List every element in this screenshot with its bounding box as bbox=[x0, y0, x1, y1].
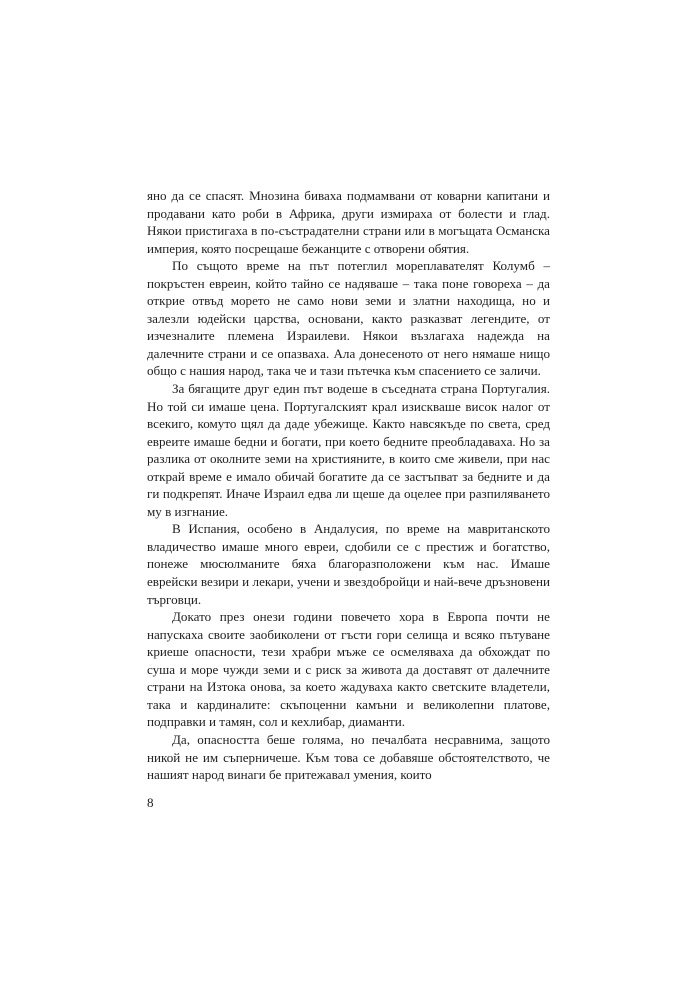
paragraph-4: В Испания, особено в Андалусия, по време на мавританското владичество имаше много евреи, сдобили се с престиж и богатство, понеже мюсюлманите бяха благоразположени към нас. Имаше еврейски везири и лекари, учени и звездобройци и най-вече дръзновени търговци. bbox=[147, 521, 550, 607]
paragraph-6: Да, опасността беше голяма, но печалбата несравнима, защото никой не им съперничеше. Към това се добавяше обстоятелството, че нашият народ винаги бе притежавал умения, които bbox=[147, 731, 550, 783]
paragraph-1: яно да се спасят. Мнозина биваха подмамвани от коварни капитани и продавани като роби в Африка, други измираха от болести и глад. Някои пристигаха в по-състрадателни страни или в могъщата Османска империя, която посрещаше бежанците с отворени обятия. bbox=[147, 188, 550, 256]
paragraph-3: За бягащите друг един път водеше в съседната страна Португалия. Но той си имаше цена. Португалският крал изискваше висок налог от всекиго, комуто щял да даде убежище. Както навсякъде по света, сред евреите имаше бедни и богати, при което бедните преобладаваха. Но за разлика от околните земи на християните, в които сме живели, при нас открай време е имало обичай богатите да се застъпват за бедните и да ги подкрепят. Иначе Израил едва ли щеше да оцелее при разпиляването му в изгнание. bbox=[147, 381, 550, 519]
paragraph-5: Докато през онези години повечето хора в Европа почти не напускаха своите заобиколени от гъсти гори селища и всяко пътуване криеше опасности, тези храбри мъже се осмеляваха да обхождат по суша и море чужди земи и с риск за живота да доставят от далечните страни на Изтока онова, за което жадуваха както светските владетели, така и кардиналите: скъпоценни камъни и великолепни платове, подправки и тамян, сол и кехлибар, диаманти. bbox=[147, 609, 550, 730]
body-text bbox=[147, 187, 550, 784]
page-number: 8 bbox=[147, 795, 154, 810]
paragraph-2: По същото време на път потеглил мореплавателят Колумб – покръстен евреин, който тайно се надяваше – така поне говореха – да открие отвъд морето не само нови земи и златни находища, но и залезли юдейски царства, основани, както разказват легендите, от изчезналите племена Израилеви. Някои възлагаха надежда на далечните страни и се опазваха. Ала донесеното от него нямаше нищо общо с нашия народ, така че и тази пътечка към спасението се заличи. bbox=[147, 258, 550, 379]
